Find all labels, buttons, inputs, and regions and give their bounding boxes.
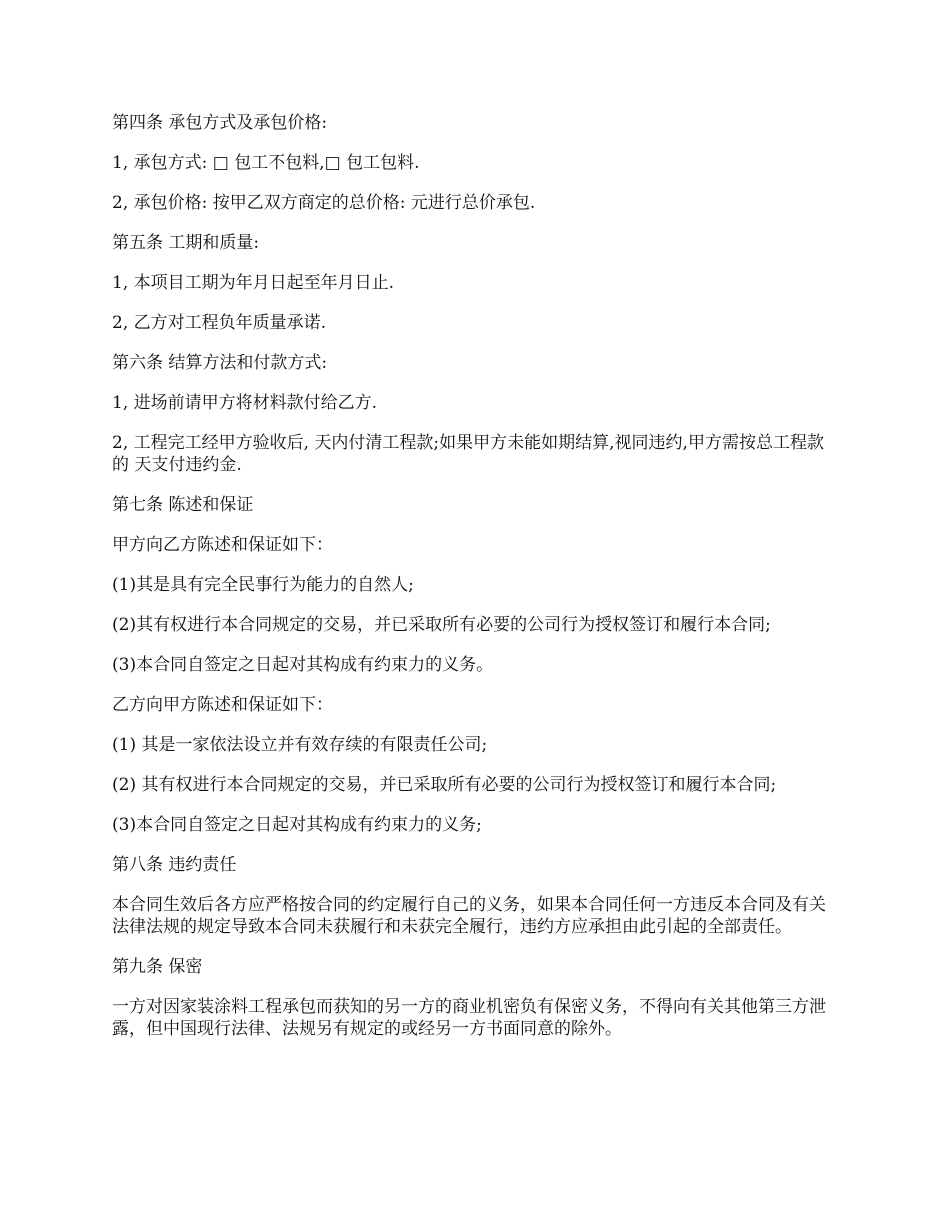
article-6-item-2: 2, 工程完工经甲方验收后, 天内付清工程款;如果甲方未能如期结算,视同违约,甲方需按总工程款的 天支付违约金. — [112, 433, 824, 475]
article-8-heading: 第八条 违约责任 — [112, 855, 237, 875]
party-a-statement-intro: 甲方向乙方陈述和保证如下： — [112, 535, 333, 555]
article-6-heading: 第六条 结算方法和付款方式: — [112, 353, 328, 373]
article-4-item-2: 2, 承包价格: 按甲乙双方商定的总价格: 元进行总价承包. — [112, 193, 536, 213]
party-b-statement-3: (3)本合同自签定之日起对其构成有约束力的义务; — [112, 815, 482, 835]
article-5-heading: 第五条 工期和质量: — [112, 233, 260, 253]
article-6-item-1: 1, 进场前请甲方将材料款付给乙方. — [112, 393, 378, 413]
article-4-heading: 第四条 承包方式及承包价格: — [112, 113, 328, 133]
article-9-heading: 第九条 保密 — [112, 957, 203, 977]
party-a-statement-1: (1)其是具有完全民事行为能力的自然人; — [112, 575, 414, 595]
party-a-statement-3: (3)本合同自签定之日起对其构成有约束力的义务。 — [112, 655, 494, 675]
article-7-heading: 第七条 陈述和保证 — [112, 495, 254, 515]
article-5-item-1: 1, 本项目工期为年月日起至年月日止. — [112, 273, 395, 293]
document-page — [112, 112, 838, 1040]
article-5-item-2: 2, 乙方对工程负年质量承诺. — [112, 313, 327, 333]
article-8-body: 本合同生效后各方应严格按合同的约定履行自己的义务，如果本合同任何一方违反本合同及有关法律法规的规定导致本合同未获履行和未获完全履行，违约方应承担由此引起的全部责任。 — [112, 895, 826, 937]
article-9-body: 一方对因家装涂料工程承包而获知的另一方的商业机密负有保密义务，不得向有关其他第三方泄露，但中国现行法律、法规另有规定的或经另一方书面同意的除外。 — [112, 997, 826, 1039]
party-b-statement-1: (1) 其是一家依法设立并有效存续的有限责任公司; — [112, 735, 488, 755]
party-b-statement-2: (2) 其有权进行本合同规定的交易，并已采取所有必要的公司行为授权签订和履行本合同; — [112, 775, 777, 795]
party-b-statement-intro: 乙方向甲方陈述和保证如下： — [112, 695, 333, 715]
article-4-item-1: 1, 承包方式: □ 包工不包料,□ 包工包料. — [112, 153, 420, 173]
party-a-statement-2: (2)其有权进行本合同规定的交易，并已采取所有必要的公司行为授权签订和履行本合同; — [112, 615, 771, 635]
